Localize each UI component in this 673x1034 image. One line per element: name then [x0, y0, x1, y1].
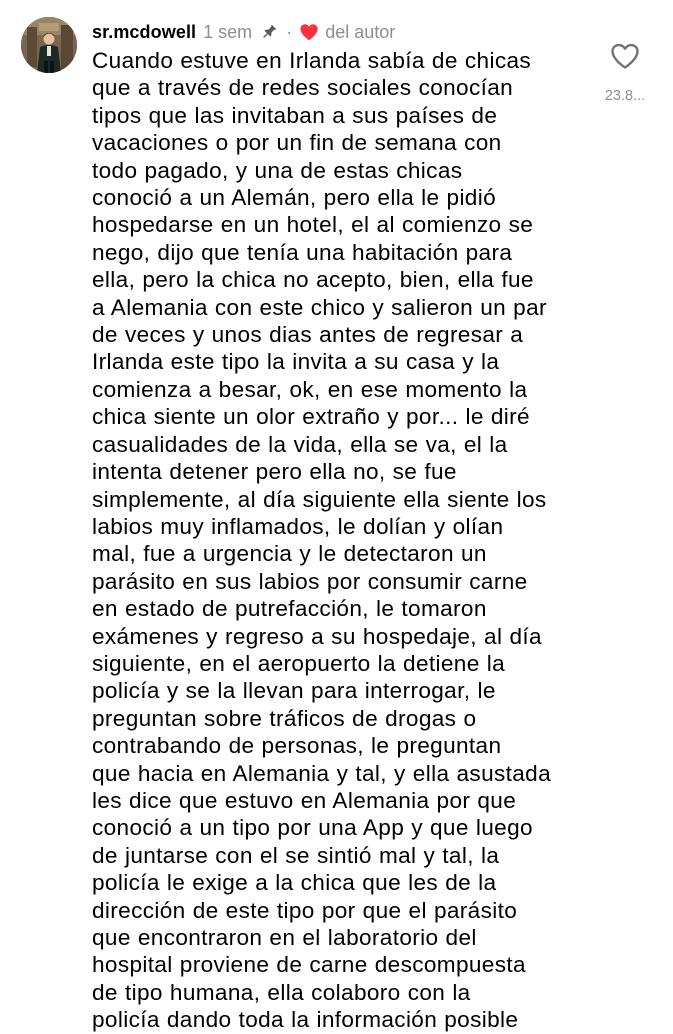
- comment-line: a Alemania con este chico y salieron un par: [92, 294, 547, 320]
- comment-line: todo pagado, y una de estas chicas: [92, 157, 463, 183]
- comment-line: exámenes y regreso a su hospedaje, al día: [92, 623, 542, 649]
- comment-line: que a través de redes sociales conocían: [92, 75, 514, 101]
- liked-by-author-label: del autor: [325, 21, 396, 42]
- heart-outline-icon: [610, 42, 640, 70]
- separator-dot: ·: [286, 21, 293, 42]
- comment-time: 1 sem: [203, 21, 253, 42]
- comment-line: les dice que estuvo en Alemania por que: [92, 787, 517, 813]
- comment-line: policía y se la llevan para interrogar, le: [92, 678, 496, 704]
- comment-line: de juntarse con el se sintió mal y tal, la: [92, 842, 500, 868]
- comment-header: [92, 19, 395, 45]
- comment-line: policía dando toda la información posible: [92, 1007, 519, 1033]
- comment-line: chica siente un olor extraño y por... le diré: [92, 404, 530, 430]
- avatar-image: [21, 17, 77, 73]
- comment-line: casualidades de la vida, ella se va, el la: [92, 431, 508, 457]
- comment-line: Irlanda este tipo la invita a su casa y la: [92, 349, 500, 375]
- author-heart-icon: [299, 23, 319, 41]
- comment-line: en estado de putrefacción, le tomaron: [92, 596, 487, 622]
- comment-line: parásito en sus labios por consumir carne: [92, 568, 528, 594]
- avatar[interactable]: [21, 17, 77, 73]
- comment-text: [92, 47, 562, 1034]
- comment-line: dirección de este tipo por que el parásito: [92, 897, 518, 923]
- comment-line: tipos que las invitaban a sus países de: [92, 102, 498, 128]
- comment-line: labios muy inflamados, le dolían y olían: [92, 513, 504, 539]
- comment-line: conoció a un tipo por una App y que luego: [92, 815, 533, 841]
- comment-line: de veces y unos dias antes de regresar a: [92, 322, 524, 348]
- like-button[interactable]: [607, 40, 643, 72]
- comment-line: mal, fue a urgencia y le detectaron un: [92, 541, 487, 567]
- comment-line: contrabando de personas, le preguntan: [92, 733, 502, 759]
- username-link[interactable]: sr.mcdowell: [92, 21, 197, 42]
- comment-line: comienza a besar, ok, en ese momento la: [92, 376, 528, 402]
- comment-line: de tipo humana, ella colaboro con la: [92, 979, 471, 1005]
- comment-line: hospedarse en un hotel, el al comienzo se: [92, 212, 534, 238]
- comment-line: que encontraron en el laboratorio del: [92, 925, 477, 950]
- comment-line: hospital proviene de carne descompuesta: [92, 952, 526, 978]
- comment-line: preguntan sobre tráficos de drogas o: [92, 705, 477, 731]
- comment-line: simplemente, al día siguiente ella siente los: [92, 486, 547, 512]
- comment-line: intenta detener pero ella no, se fue: [92, 459, 457, 485]
- comment-line: conoció a un Alemán, pero ella le pidió: [92, 185, 497, 211]
- like-count: 23.8...: [604, 88, 646, 104]
- comment-line: vacaciones o por un fin de semana con: [92, 130, 502, 156]
- comment-line: siguiente, en el aeropuerto la detiene la: [92, 650, 506, 676]
- comment-line: que hacia en Alemania y tal, y ella asustada: [92, 760, 552, 786]
- comment-line: policía le exige a la chica que les de la: [92, 870, 497, 896]
- comment-line: ella, pero la chica no acepto, bien, ella fue: [92, 267, 534, 293]
- comment-line: Cuando estuve en Irlanda sabía de chicas: [92, 48, 532, 73]
- comment-line: nego, dijo que tenía una habitación para: [92, 239, 513, 265]
- pin-icon: [260, 23, 278, 41]
